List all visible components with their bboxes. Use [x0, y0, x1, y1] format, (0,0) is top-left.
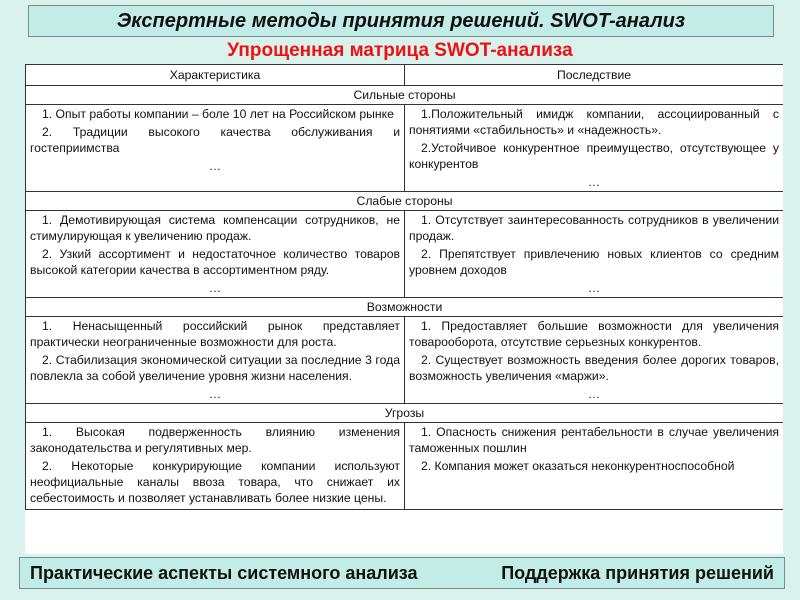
section-heading: Сильные стороны	[26, 86, 784, 105]
footer-bar	[19, 557, 785, 589]
list-item: 2. Компания может оказаться неконкурентноспособной	[421, 459, 735, 473]
table-row	[26, 211, 784, 298]
slide-title: Экспертные методы принятия решений. SWOT-анализ	[116, 9, 686, 32]
section-heading-row	[26, 86, 784, 105]
list-item: 2. Стабилизация экономической ситуации за последние 3 года повлекла за собой увеличение уровня жизни населения.	[30, 353, 400, 383]
ellipsis: …	[587, 175, 601, 189]
swot-matrix-table	[25, 64, 783, 510]
list-item: 2. Препятствует привлечению новых клиентов со средним уровнем доходов	[409, 247, 779, 277]
footer-left-text: Практические аспекты системного анализа	[30, 562, 418, 583]
ellipsis: …	[587, 281, 601, 295]
characteristic-cell	[26, 317, 405, 404]
list-item: 1. Ненасыщенный российский рынок представляет практически неограниченные возможности для роста.	[30, 319, 400, 349]
section-heading-row	[26, 298, 784, 317]
matrix-subtitle: Упрощенная матрица SWOT-анализа	[227, 40, 573, 61]
footer-right-text: Поддержка принятия решений	[501, 562, 774, 583]
list-item: 1.Положительный имидж компании, ассоциированный с понятиями «стабильность» и «надежность».	[409, 107, 779, 137]
list-item: 1. Опасность снижения рентабельности в случае увеличения таможенных пошлин	[409, 425, 779, 455]
section-heading: Угрозы	[26, 404, 784, 423]
consequence-cell	[405, 105, 784, 192]
section-heading-row	[26, 192, 784, 211]
characteristic-cell	[26, 105, 405, 192]
characteristic-cell	[26, 423, 405, 510]
ellipsis: …	[208, 159, 222, 173]
consequence-cell	[405, 211, 784, 298]
column-header-consequence: Последствие	[405, 65, 784, 86]
ellipsis: …	[208, 281, 222, 295]
column-header-characteristic: Характеристика	[26, 65, 405, 86]
section-heading: Слабые стороны	[26, 192, 784, 211]
list-item: 2.Устойчивое конкурентное преимущество, отсутствующее у конкурентов	[409, 141, 779, 171]
swot-table-container	[25, 64, 783, 554]
table-row	[26, 317, 784, 404]
table-row	[26, 423, 784, 510]
table-header-row	[26, 65, 784, 86]
list-item: 2. Узкий ассортимент и недостаточное количество товаров высокой категории качества в ассортиментном ряду.	[30, 247, 400, 277]
list-item: 2. Существует возможность введения более дорогих товаров, возможность увеличения «маржи».	[409, 353, 779, 383]
consequence-cell	[405, 317, 784, 404]
list-item: 1. Высокая подверженность влиянию изменения законодательства и регулятивных мер.	[30, 425, 400, 455]
ellipsis: …	[208, 387, 222, 401]
list-item: 1. Предоставляет большие возможности для увеличения товарооборота, отсутствие серьезных конкурентов.	[409, 319, 779, 349]
ellipsis: …	[587, 387, 601, 401]
swot-table-body	[26, 86, 784, 510]
list-item: 1. Отсутствует заинтересованность сотрудников в увеличении продаж.	[409, 213, 779, 243]
table-row	[26, 105, 784, 192]
section-heading-row	[26, 404, 784, 423]
list-item: 2. Традиции высокого качества обслуживания и гостеприимства	[30, 125, 400, 155]
list-item: 1. Опыт работы компании – боле 10 лет на Российском рынке	[42, 107, 394, 121]
list-item: 1. Демотивирующая система компенсации сотрудников, не стимулирующая к увеличению продаж.	[30, 213, 400, 243]
list-item: 2. Некоторые конкурирующие компании используют неофициальные каналы ввоза товара, что снижает их себестоимость и позволяет устанавливать более низкие цены.	[30, 459, 400, 505]
slide-title-bar	[28, 5, 774, 37]
section-heading: Возможности	[26, 298, 784, 317]
consequence-cell	[405, 423, 784, 510]
characteristic-cell	[26, 211, 405, 298]
